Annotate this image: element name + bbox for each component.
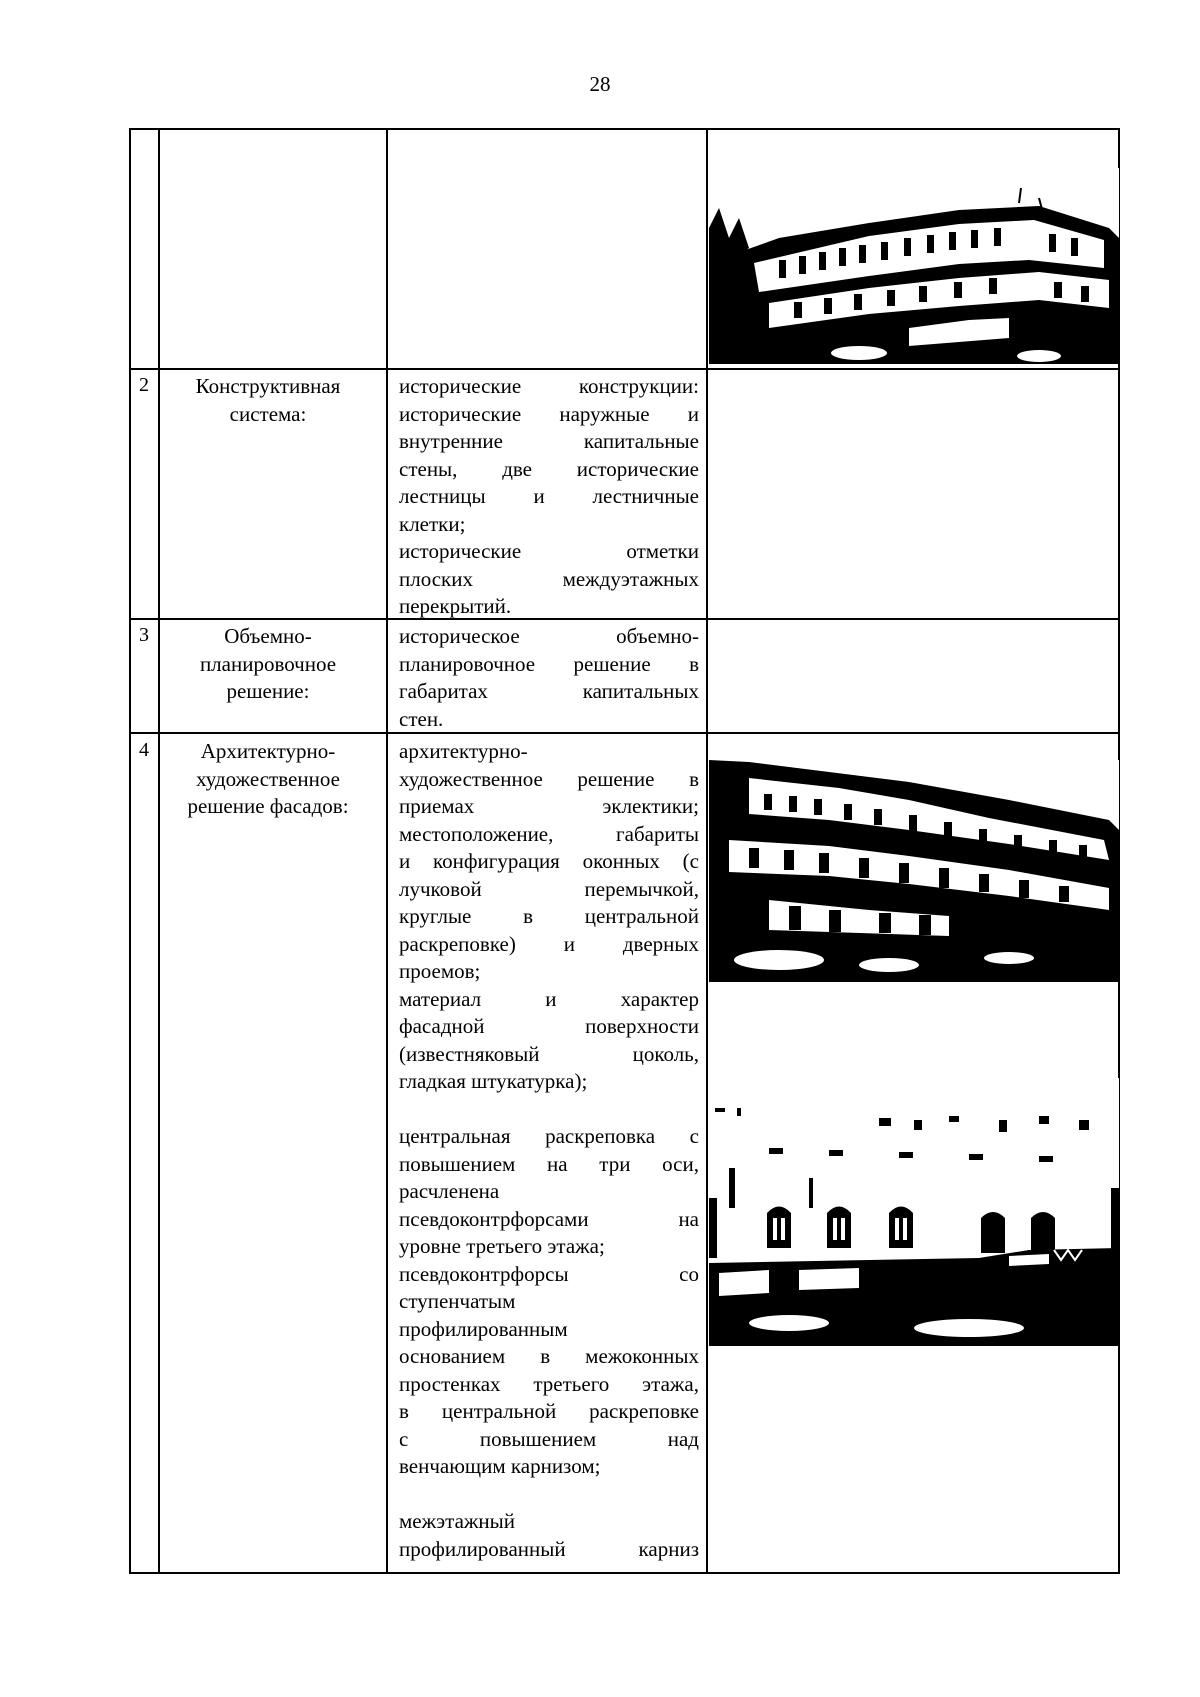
description-word: исторические — [576, 456, 699, 481]
row-number-2: 2 — [139, 374, 149, 396]
description-word: центральной — [441, 1399, 557, 1423]
row-name-3-line-1: Объемно- — [224, 624, 312, 648]
description-line — [399, 1316, 699, 1344]
description-word: третьего — [533, 1371, 610, 1396]
description-line — [399, 766, 699, 794]
table-border-bottom — [129, 1572, 1120, 1574]
description-word: лучковой — [399, 876, 482, 901]
row-name-4 — [159, 738, 377, 821]
description-line — [399, 373, 699, 401]
description-line — [399, 793, 699, 821]
description-word: межэтажный — [399, 1509, 515, 1533]
description-word: и — [399, 849, 411, 873]
description-word: на — [547, 1151, 568, 1176]
description-line — [399, 706, 699, 734]
description-word: расчленена — [399, 1179, 500, 1203]
description-word: три — [599, 1151, 631, 1176]
description-word: местоположение, — [399, 821, 554, 846]
description-line — [399, 428, 699, 456]
description-word: материал — [399, 986, 482, 1011]
description-line — [399, 1123, 699, 1151]
description-word: в — [523, 904, 534, 928]
description-line — [399, 1178, 699, 1206]
building-photo-2 — [709, 760, 1119, 982]
description-line — [399, 958, 699, 986]
description-word: карниз — [638, 1536, 699, 1561]
description-word: плоских — [399, 566, 474, 591]
building-photo-3 — [709, 1078, 1119, 1346]
description-word: оси, — [662, 1151, 699, 1176]
description-word: исторические — [399, 401, 522, 426]
row-name-3-line-2: планировочное — [199, 651, 337, 676]
description-word: исторические — [399, 539, 522, 563]
description-line — [399, 1536, 699, 1564]
description-word: и — [687, 401, 699, 426]
description-line — [399, 623, 699, 651]
description-word: псевдоконтрфорсами — [399, 1206, 589, 1231]
description-line — [399, 876, 699, 904]
description-word: исторические — [399, 374, 522, 398]
description-line — [399, 511, 699, 539]
description-word: конфигурация — [433, 849, 560, 873]
row-name-2 — [159, 373, 377, 428]
description-word: оконных — [582, 849, 660, 873]
description-word: круглые — [399, 904, 472, 928]
row-name-2-line-1: Конструктивная — [195, 374, 341, 398]
description-line — [399, 1041, 699, 1069]
page-number: 28 — [589, 72, 611, 96]
description-line — [399, 651, 699, 679]
row-name-2-line-2: система: — [229, 401, 307, 426]
description-word: историческое — [399, 624, 520, 648]
description-line — [399, 401, 699, 429]
description-word: повышением — [399, 1151, 516, 1176]
description-word: габариты — [616, 821, 699, 846]
description-line — [399, 1343, 699, 1371]
document-table — [129, 128, 1120, 1574]
description-word: этажа, — [642, 1371, 699, 1396]
row-divider-2 — [129, 368, 1120, 370]
row-name-3 — [159, 623, 377, 706]
description-line — [399, 931, 699, 959]
description-word: с — [399, 1426, 409, 1451]
description-line — [399, 848, 699, 876]
row-desc-4 — [399, 738, 699, 1563]
building-photo-1 — [709, 168, 1119, 364]
description-word: междуэтажных — [562, 566, 699, 591]
blank-line — [399, 1481, 699, 1509]
row-name-4-line-1: Архитектурно- — [200, 739, 336, 763]
description-word: фасадной — [399, 1014, 485, 1038]
description-line — [399, 593, 699, 621]
description-word: в — [399, 1399, 409, 1423]
description-word: перекрытий. — [399, 594, 512, 618]
column-divider-3 — [706, 128, 708, 1574]
description-word: эклектики; — [602, 794, 699, 818]
description-word: клетки; — [399, 511, 466, 536]
description-line — [399, 1013, 699, 1041]
description-line — [399, 678, 699, 706]
description-line — [399, 1426, 699, 1454]
row-name-4-line-2: художественное — [196, 766, 340, 791]
description-word: ступенчатым — [399, 1289, 516, 1313]
row-name-4-line-3: решение фасадов: — [187, 794, 349, 818]
description-word: простенках — [399, 1371, 501, 1396]
description-word: раскреповка — [545, 1124, 656, 1148]
description-line — [399, 1508, 699, 1536]
description-word: межоконных — [585, 1344, 699, 1368]
description-line — [399, 1261, 699, 1289]
description-word: стен. — [399, 706, 444, 731]
description-line — [399, 738, 699, 766]
description-word: над — [667, 1426, 699, 1451]
description-word: гладкая штукатурка); — [399, 1069, 588, 1093]
table-border-top — [129, 128, 1120, 130]
description-word: венчающим карнизом; — [399, 1454, 601, 1478]
description-word: профилированным — [399, 1316, 568, 1341]
description-word: со — [679, 1261, 699, 1286]
description-word: псевдоконтрфорсы — [399, 1261, 569, 1286]
description-word: конструкции: — [578, 374, 699, 398]
description-word: две — [502, 456, 533, 481]
description-line — [399, 456, 699, 484]
description-word: художественное — [399, 766, 543, 791]
row-name-3-line-3: решение: — [226, 679, 310, 703]
description-line — [399, 1151, 699, 1179]
description-line — [399, 538, 699, 566]
column-divider-1 — [158, 128, 160, 1574]
description-word: решение — [577, 766, 655, 791]
description-word: и — [533, 484, 545, 508]
description-line — [399, 1233, 699, 1261]
description-word: с — [689, 1124, 699, 1148]
description-word: повышением — [479, 1426, 597, 1451]
description-word: лестничные — [592, 484, 699, 508]
description-word: внутренние — [399, 429, 503, 453]
description-line — [399, 1206, 699, 1234]
description-word: характер — [620, 986, 699, 1011]
description-word: в — [540, 1344, 551, 1368]
description-line — [399, 903, 699, 931]
description-word: центральной — [584, 904, 699, 928]
description-word: габаритах — [399, 679, 488, 703]
column-divider-2 — [386, 128, 388, 1574]
description-word: в — [689, 651, 699, 676]
description-word: уровне третьего этажа; — [399, 1234, 605, 1258]
description-word: центральная — [399, 1124, 511, 1148]
description-word: на — [678, 1206, 699, 1231]
row-number-4: 4 — [139, 739, 149, 761]
row-number-3: 3 — [139, 624, 149, 646]
description-line — [399, 1068, 699, 1096]
description-word: решение — [573, 651, 651, 676]
description-word: раскреповке) — [399, 931, 516, 956]
description-word: цоколь, — [632, 1041, 699, 1066]
description-word: архитектурно- — [399, 739, 528, 763]
description-word: перемычкой, — [584, 876, 699, 901]
description-word: проемов; — [399, 959, 481, 983]
description-word: приемах — [399, 794, 475, 818]
description-word: дверных — [622, 931, 699, 956]
row-desc-2 — [399, 373, 699, 621]
description-word: лестницы — [399, 484, 486, 508]
description-line — [399, 986, 699, 1014]
description-word: наружные — [559, 401, 650, 426]
description-word: объемно- — [616, 624, 699, 648]
description-line — [399, 566, 699, 594]
description-word: планировочное — [399, 651, 536, 676]
description-word: и — [563, 931, 575, 956]
description-word: капитальных — [582, 679, 699, 703]
description-word: поверхности — [585, 1014, 699, 1038]
description-word: капитальные — [583, 429, 699, 453]
description-line — [399, 1288, 699, 1316]
description-word: основанием — [399, 1344, 506, 1368]
description-word: раскреповке — [589, 1399, 699, 1423]
description-line — [399, 483, 699, 511]
description-word: отметки — [626, 539, 699, 563]
blank-line — [399, 1096, 699, 1124]
description-line — [399, 1371, 699, 1399]
description-word: в — [689, 766, 699, 791]
description-word: стены, — [399, 456, 458, 481]
description-line — [399, 1453, 699, 1481]
description-line — [399, 1398, 699, 1426]
description-word: (с — [682, 849, 699, 873]
row-desc-3 — [399, 623, 699, 733]
description-word: и — [545, 986, 557, 1011]
description-word: профилированный — [399, 1536, 566, 1561]
table-border-left — [129, 128, 131, 1574]
description-line — [399, 821, 699, 849]
description-word: (известняковый — [399, 1041, 540, 1066]
